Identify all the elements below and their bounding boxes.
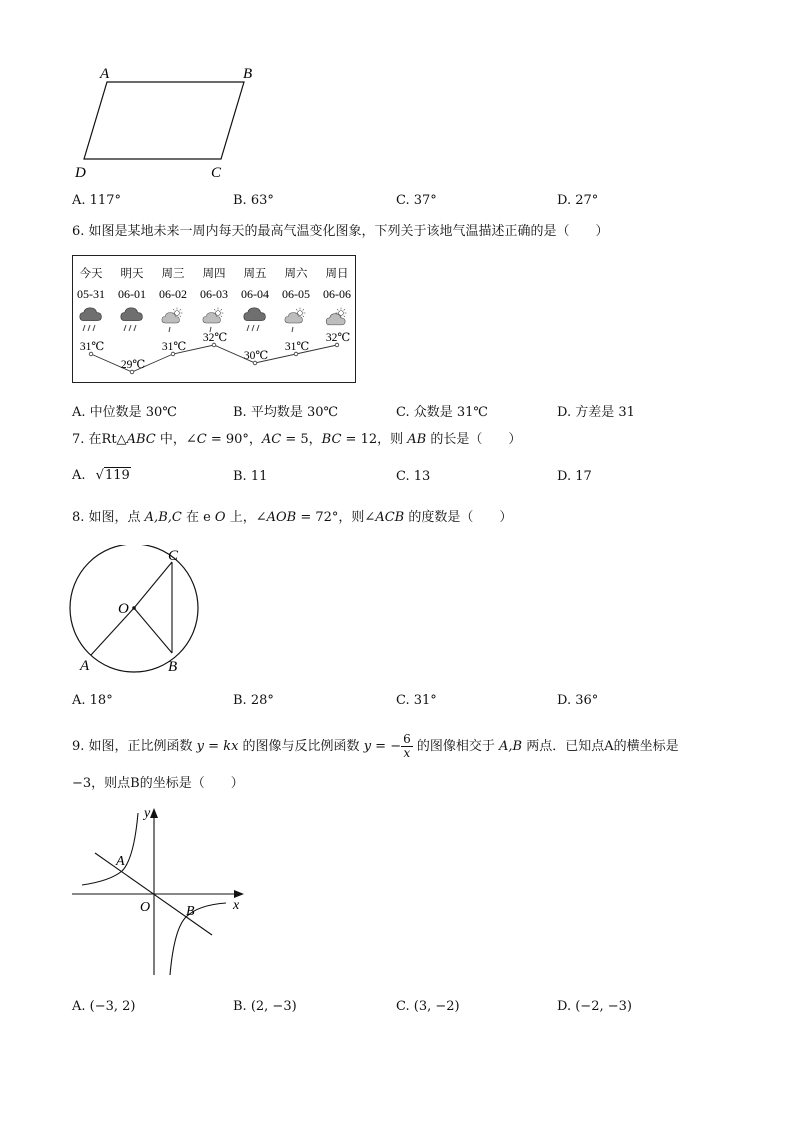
q6-stem: 6. 如图是某地未来一周内每天的最高气温变化图象，下列关于该地气温描述正确的是（ ） (72, 224, 609, 239)
temperature-label: 31℃ (284, 341, 310, 353)
date-label: 06-05 (282, 287, 310, 301)
temperature-label: 30℃ (243, 350, 269, 362)
q9-kx: kx (223, 739, 239, 754)
vertex-label-d: D (75, 165, 86, 181)
vertex-label-a: A (100, 66, 110, 82)
q7-stem-prefix: 7. 在 (72, 432, 102, 447)
q7-option-a-label: A. (72, 468, 86, 483)
weekday-label: 周五 (243, 268, 267, 280)
q7-side-ac: AC (261, 432, 282, 447)
sun-rain-icon (285, 308, 306, 332)
point-label-b: B (168, 659, 178, 675)
weekday-label: 今天 (79, 268, 103, 280)
q9-option-a[interactable]: A. (−3, 2) (72, 999, 136, 1014)
q9-points-ab: A,B (499, 739, 523, 754)
sun-cloud-icon (326, 308, 346, 325)
weekday-label: 周日 (325, 268, 349, 280)
q8-stem-mid3: = 72°，则∠ (296, 510, 376, 525)
x-axis-arrow-icon (234, 890, 244, 898)
weekday-label: 明天 (120, 268, 144, 280)
weather-forecast-box (72, 255, 356, 383)
q9-fraction-num: 6 (403, 732, 411, 746)
weekday-label: 周六 (284, 268, 308, 280)
q8-stem-mid2: 上，∠ (225, 510, 267, 525)
thunder-shower-icon (121, 308, 143, 331)
temperature-label: 31℃ (161, 341, 187, 353)
sun-rain-icon (203, 308, 224, 332)
date-label: 06-01 (118, 287, 146, 301)
q7-stem-mid4: = 12，则 (341, 432, 408, 447)
sun-rain-icon (162, 308, 183, 332)
date-label: 06-03 (200, 287, 228, 301)
temperature-label: 32℃ (202, 332, 228, 344)
q8-stem-suffix: 的度数是（ ） (404, 510, 513, 525)
date-label: 06-06 (323, 287, 351, 301)
q8-option-a[interactable]: A. 18° (72, 693, 113, 708)
q6-option-a[interactable]: A. 中位数是 30℃ (72, 405, 177, 420)
q8-option-d[interactable]: D. 36° (557, 693, 599, 708)
q9-option-c[interactable]: C. (3, −2) (396, 999, 460, 1014)
weekday-label: 周四 (202, 268, 226, 280)
parallelogram-figure (70, 60, 270, 185)
point-label-a: A (116, 854, 125, 869)
weather-chart (72, 255, 356, 383)
q9-option-b[interactable]: B. (2, −3) (233, 999, 297, 1014)
q5-option-a[interactable]: A. 117° (72, 193, 121, 208)
origin-label: O (140, 900, 151, 915)
q9-option-d[interactable]: D. (−2, −3) (557, 999, 632, 1014)
function-graph (70, 803, 250, 981)
point-label-c: C (168, 548, 179, 564)
q7-option-a[interactable] (72, 468, 131, 483)
q6-option-d[interactable]: D. 方差是 31 (557, 405, 635, 420)
weekday-label: 周三 (161, 268, 185, 280)
q8-stem (72, 510, 512, 526)
sqrt-sign-icon: √ (95, 468, 104, 483)
q7-side-ab: AB (407, 432, 427, 447)
axis-label-y: y (144, 806, 151, 821)
q7-option-d[interactable]: D. 17 (557, 469, 592, 484)
axis-label-x: x (233, 898, 240, 913)
q9-eq1: = (204, 739, 224, 754)
q9-y2: y (363, 739, 372, 754)
q7-stem-mid3: = 5， (281, 432, 322, 447)
q7-option-a-radicand: 119 (104, 468, 130, 483)
q9-stem-line2: −3，则点B的坐标是（ ） (72, 776, 244, 791)
q7-stem-mid1: 中，∠ (155, 432, 197, 447)
q6-option-b[interactable]: B. 平均数是 30℃ (233, 405, 339, 420)
q7-stem (72, 432, 521, 448)
heavy-rain-icon (80, 308, 102, 331)
q8-angle-aob: AOB (266, 510, 297, 525)
q7-stem-suffix: 的长是（ ） (426, 432, 522, 447)
q6-option-c[interactable]: C. 众数是 31℃ (396, 405, 488, 420)
y-axis-arrow-icon (150, 808, 158, 818)
parallelogram-shape (84, 82, 244, 159)
q9-stem-mid1: 的图像与反比例函数 (238, 739, 364, 754)
q8-circle-o: O (214, 510, 226, 525)
q7-option-c[interactable]: C. 13 (396, 469, 431, 484)
q8-angle-acb: ACB (375, 510, 405, 525)
point-label-b: B (186, 904, 195, 919)
q8-option-b[interactable]: B. 28° (233, 693, 274, 708)
vertex-label-c: C (211, 165, 222, 181)
q9-eq2: = − (371, 739, 402, 754)
q7-option-b[interactable]: B. 11 (233, 469, 268, 484)
q8-stem-prefix: 8. 如图，点 (72, 510, 145, 525)
hyperbola-branch-right (170, 903, 226, 975)
q5-option-c[interactable]: C. 37° (396, 193, 437, 208)
temperature-label: 29℃ (120, 359, 146, 371)
date-label: 05-31 (77, 287, 105, 301)
hyperbola-branch-left (82, 813, 138, 885)
q8-points: A,B,C (144, 510, 182, 525)
heavy-rain-icon (244, 308, 266, 331)
point-label-a: A (80, 658, 90, 674)
q9-fraction (401, 733, 413, 760)
q7-angle-c: C (196, 432, 207, 447)
segment-oc (134, 562, 172, 608)
q9-stem-line1 (72, 732, 679, 762)
circle-figure (66, 545, 226, 675)
q8-option-c[interactable]: C. 31° (396, 693, 437, 708)
temperature-label: 31℃ (79, 341, 105, 353)
q9-fraction-den: x (403, 746, 411, 760)
q9-stem-prefix: 9. 如图，正比例函数 (72, 739, 197, 754)
vertex-label-b: B (243, 66, 253, 82)
temperature-label: 32℃ (325, 332, 351, 344)
q7-stem-rt: Rt△ (101, 432, 127, 447)
date-label: 06-02 (159, 287, 187, 301)
point-label-o: O (118, 601, 129, 617)
q7-stem-mid2: = 90°， (206, 432, 262, 447)
q5-option-d[interactable]: D. 27° (557, 193, 599, 208)
center-point (132, 606, 136, 610)
q9-stem-mid2: 的图像相交于 (412, 739, 500, 754)
q7-triangle-abc: ABC (126, 432, 156, 447)
q5-option-b[interactable]: B. 63° (233, 193, 274, 208)
q7-side-bc: BC (321, 432, 342, 447)
q9-y1: y (196, 739, 205, 754)
segment-ob (134, 608, 172, 653)
q8-stem-mid: 在 e (181, 510, 215, 525)
date-label: 06-04 (241, 287, 269, 301)
q9-stem-mid3: 两点．已知点A的横坐标是 (522, 739, 679, 754)
